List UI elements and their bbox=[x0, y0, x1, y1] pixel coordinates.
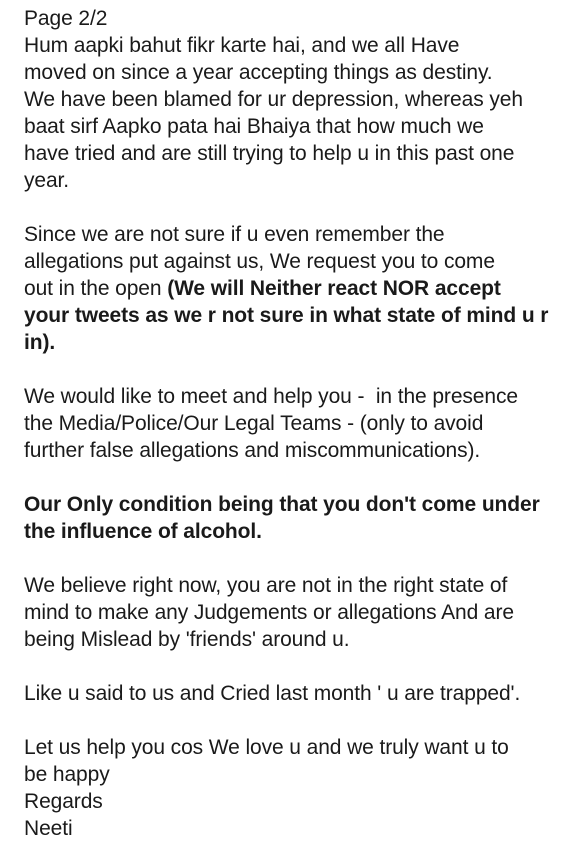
text-line: baat sirf Aapko pata hai Bhaiya that how much we bbox=[24, 115, 484, 138]
text-line: be happy bbox=[24, 763, 110, 786]
mixed-text-line bbox=[24, 275, 569, 302]
text-line: being Mislead by 'friends' around u. bbox=[24, 628, 350, 651]
bold-text-segment: (We will Neither react NOR accept bbox=[167, 277, 501, 300]
bold-text-line: your tweets as we r not sure in what state of mind u r bbox=[24, 304, 549, 327]
bold-text-line: the influence of alcohol. bbox=[24, 520, 262, 543]
text-line: mind to make any Judgements or allegations And are bbox=[24, 601, 514, 624]
text-line: We have been blamed for ur depression, whereas yeh bbox=[24, 88, 523, 111]
text-segment: out in the open bbox=[24, 277, 168, 300]
closing-salutation: Regards bbox=[24, 790, 103, 813]
text-line: We believe right now, you are not in the right state of bbox=[24, 574, 508, 597]
text-line: allegations put against us, We request you to come bbox=[24, 250, 495, 273]
paragraph-closing bbox=[24, 734, 569, 842]
text-line: further false allegations and miscommunications). bbox=[24, 439, 481, 462]
paragraph-meeting bbox=[24, 383, 569, 464]
bold-text-line: in). bbox=[24, 331, 56, 354]
text-line: Let us help you cos We love u and we truly want u to bbox=[24, 736, 509, 759]
signature-name: Neeti bbox=[24, 817, 73, 840]
text-line: Hum aapki bahut fikr karte hai, and we all Have bbox=[24, 34, 460, 57]
bold-text-line: Our Only condition being that you don't come under bbox=[24, 493, 540, 516]
text-line: have tried and are still trying to help u in this past one bbox=[24, 142, 515, 165]
text-line: year. bbox=[24, 169, 70, 192]
page-label: Page 2/2 bbox=[24, 7, 108, 30]
paragraph-request bbox=[24, 221, 569, 356]
letter-document bbox=[24, 5, 569, 842]
paragraph-intro bbox=[24, 32, 569, 194]
paragraph-belief bbox=[24, 572, 569, 653]
text-line: Since we are not sure if u even remember the bbox=[24, 223, 445, 246]
text-line: Like u said to us and Cried last month ' u are trapped'. bbox=[24, 682, 521, 705]
text-line: We would like to meet and help you - in the presence bbox=[24, 385, 518, 408]
paragraph-condition bbox=[24, 491, 569, 545]
text-line: moved on since a year accepting things as destiny. bbox=[24, 61, 493, 84]
paragraph-trapped bbox=[24, 680, 569, 707]
text-line: the Media/Police/Our Legal Teams - (only to avoid bbox=[24, 412, 484, 435]
